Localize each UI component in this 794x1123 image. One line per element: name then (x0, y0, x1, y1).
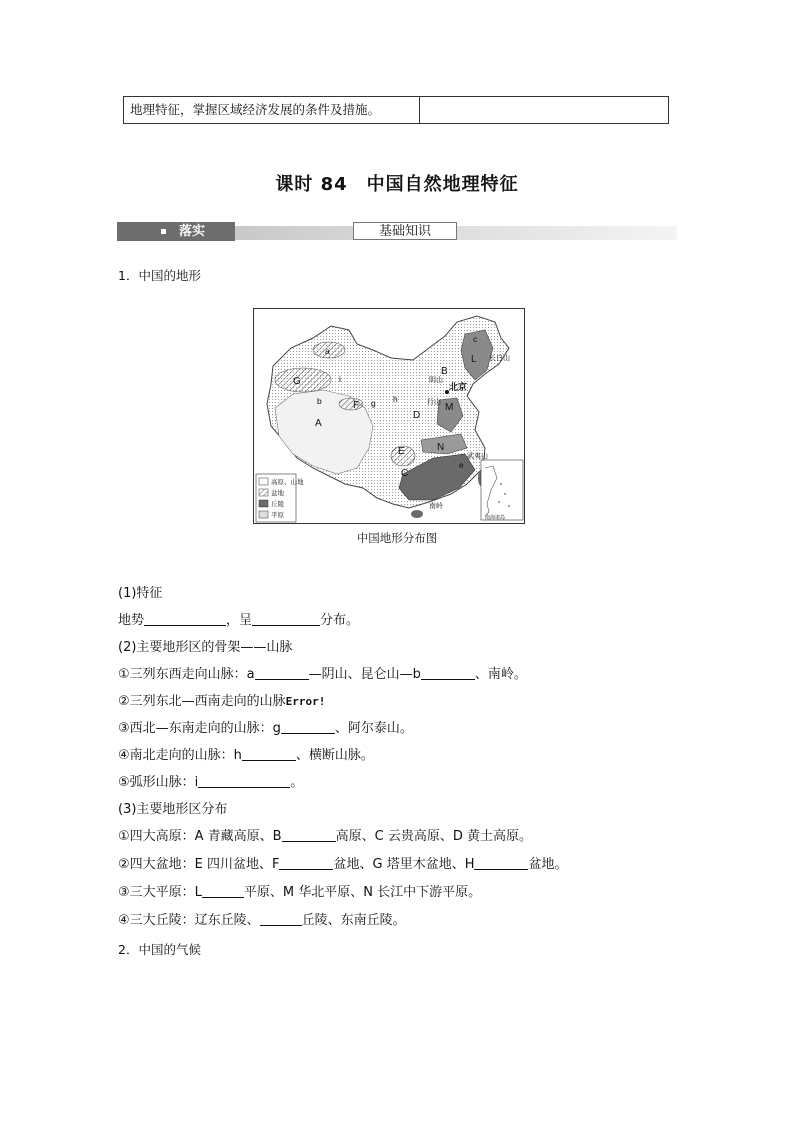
landform-line-4 (118, 912, 406, 930)
map-label-h: h (393, 394, 398, 404)
text-segment: 盆地。 (528, 857, 568, 872)
text-segment: ③三大平原：L (118, 885, 202, 900)
map-label-F: F (353, 400, 360, 411)
square-bullet-icon (161, 229, 166, 234)
inset-label-nanhai: 南海诸岛 (485, 515, 506, 521)
map-label-C: C (401, 468, 409, 479)
map-label-beijing: 北京 (449, 382, 468, 392)
text-segment: ①三列东西走向山脉：a (118, 667, 255, 682)
section-tab-jichu: 基础知识 (353, 222, 457, 240)
south-china-sea-inset (481, 460, 523, 521)
s2-title: (2)主要地形区的骨架——山脉 (118, 640, 293, 655)
map-label-yinshan: 阴山 (429, 377, 443, 384)
text-segment: ①四大高原：A 青藏高原、B (118, 829, 282, 844)
text-segment: ④三大丘陵：辽东丘陵、 (118, 913, 260, 928)
blank-field[interactable] (282, 828, 336, 842)
table-cell-left: 地理特征，掌握区域经济发展的条件及措施。 (124, 97, 420, 123)
mountain-line-3 (118, 720, 413, 738)
map-caption: 中国地形分布图 (356, 531, 438, 545)
text-segment: 、横断山脉。 (295, 748, 374, 763)
blank-field[interactable] (421, 666, 475, 680)
text-segment: 、南岭。 (474, 667, 527, 682)
mountain-line-4 (118, 747, 374, 765)
tarim-basin (275, 368, 331, 392)
map-label-G: G (293, 376, 301, 387)
table-cell-right (420, 97, 668, 123)
landform-line-1 (118, 828, 532, 846)
map-label-e: e (459, 460, 464, 470)
landform-line-2 (118, 856, 567, 874)
blank-field[interactable] (279, 856, 333, 870)
qaidam-basin (339, 398, 363, 410)
section-bar (117, 222, 677, 242)
map-label-i: i (339, 374, 341, 384)
lesson-title: 课时 84 中国自然地理特征 (275, 174, 519, 195)
text-segment: ⑤弧形山脉：i (118, 775, 199, 790)
blank-field[interactable] (281, 720, 335, 734)
hainan-island (411, 510, 423, 518)
text-segment: ③西北—东南走向的山脉：g (118, 721, 281, 736)
map-label-c: c (473, 334, 478, 344)
map-label-a: a (325, 346, 330, 356)
legend-plateau: 高原、山地 (271, 479, 304, 486)
china-terrain-map (253, 308, 525, 524)
map-label-B: B (441, 366, 448, 377)
mountain-line-1 (118, 666, 527, 684)
blank-field[interactable] (255, 666, 309, 680)
text-segment: ②四大盆地：E 四川盆地、F (118, 857, 280, 872)
mountain-line-5 (118, 774, 303, 792)
blank-field[interactable] (242, 747, 296, 761)
mountain-line-2 (118, 693, 325, 711)
text-segment: ②三列东北—西南走向的山脉 (118, 694, 286, 709)
legend-hills: 丘陵 (271, 501, 284, 508)
text-segment: 高原、C 云贵高原、D 黄土高原。 (335, 829, 532, 844)
section-tab-label: 落实 (179, 224, 206, 239)
map-label-b: b (317, 396, 322, 406)
map-label-N: N (437, 442, 445, 453)
text-segment: 。 (290, 775, 304, 790)
question-1-heading: 1．中国的地形 (118, 268, 201, 283)
map-label-M: M (445, 402, 454, 413)
legend-plain: 平原 (271, 512, 284, 519)
blank-field[interactable] (202, 884, 244, 898)
text-segment: ④南北走向的山脉：h (118, 748, 242, 763)
map-label-E: E (398, 446, 405, 457)
blank-field[interactable] (252, 612, 320, 626)
top-table (123, 96, 669, 124)
error-text: Error! (285, 695, 326, 708)
blank-field[interactable] (198, 774, 290, 788)
map-label-taihang: 行山 (427, 399, 441, 406)
text-segment: 地势 (118, 613, 145, 628)
blank-field[interactable] (260, 912, 302, 926)
map-label-D: D (413, 410, 421, 421)
blank-field[interactable] (474, 856, 528, 870)
text-segment: 平原、M 华北平原、N 长江中下游平原。 (243, 885, 482, 900)
map-label-nanling: 南岭 (429, 503, 443, 510)
legend-basin: 盆地 (271, 490, 284, 497)
blank-field[interactable] (144, 612, 226, 626)
beijing-marker-icon (445, 390, 449, 394)
section-tab-luoshi (117, 222, 235, 241)
s1-title: (1)特征 (118, 586, 163, 601)
map-label-g: g (371, 398, 376, 408)
map-label-wuyi: 武夷山 (467, 453, 488, 460)
text-segment: 盆地、G 塔里木盆地、H (333, 857, 475, 872)
text-segment: 丘陵、东南丘陵。 (301, 913, 406, 928)
text-segment: ，呈 (226, 613, 253, 628)
text-segment: 分布。 (320, 613, 360, 628)
s3-title: (3)主要地形区分布 (118, 802, 228, 817)
text-segment: —阴山、昆仑山—b (308, 667, 421, 682)
question-2-heading: 2．中国的气候 (118, 942, 201, 957)
map-label-L: L (471, 354, 477, 365)
map-label-A: A (315, 418, 322, 429)
map-label-changbai: 长白山 (489, 355, 510, 362)
text-segment: 、阿尔泰山。 (334, 721, 413, 736)
s1-line (118, 612, 359, 630)
landform-line-3 (118, 884, 481, 902)
